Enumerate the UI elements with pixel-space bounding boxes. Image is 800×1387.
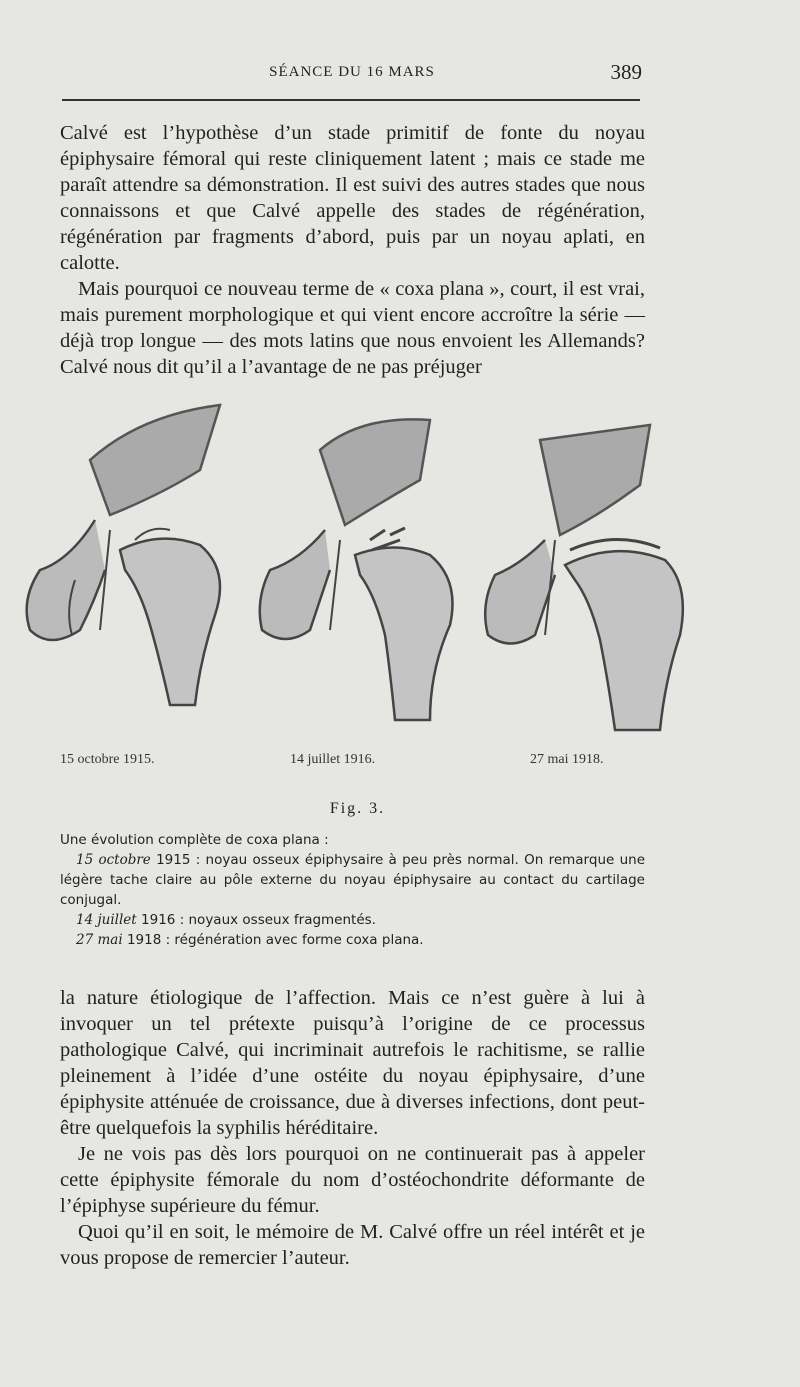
paragraph: la nature étiologique de l’affection. Mais ce n’est guère à lui à invoquer un tel prétexte puisqu’à l’origine de ce processus pathologique Calvé, qui incriminait autrefois le rachitisme, se rallie pleinement à l’idée d’une ostéite du noyau épiphysaire, d’une épiphysite atténuée de croissance, due à diverses infections, dont peut-être quelquefois la syphilis héréditaire.: [60, 987, 645, 1139]
header-title: SÉANCE DU 16 MARS: [269, 64, 435, 80]
header-rule: [62, 99, 640, 101]
figure-label-1915: 15 octobre 1915.: [60, 752, 155, 767]
hip-drawing-1915: [27, 405, 220, 705]
running-header: [62, 60, 642, 90]
paragraph: Mais pourquoi ce nouveau terme de « coxa plana », court, il est vrai, mais purement morphologique et qui vient encore accroître la série — déjà trop longue — des mots latins que nous envoient les Allemands? Calvé nous dit qu’il a l’avantage de ne pas préjuger: [60, 278, 645, 378]
figure-label-1916: 14 juillet 1916.: [290, 752, 376, 767]
paragraph: Calvé est l’hypothèse d’un stade primitif de fonte du noyau épiphysaire fémoral qui reste cliniquement latent ; mais ce stade me paraît attendre sa démonstration. Il est suivi des autres stades que nous connaissons et que Calvé appelle des stades de régénération, régénération par fragments d’abord, puis par un noyau aplati, en calotte.: [60, 122, 645, 274]
caption-intro: Une évolution complète de coxa plana :: [60, 832, 329, 848]
paragraph: Je ne vois pas dès lors pourquoi on ne continuerait pas à appeler cette épiphysite fémorale du nom d’ostéochondrite déformante de l’épiphyse supérieure du fémur.: [60, 1143, 645, 1217]
page-number: 389: [610, 60, 642, 84]
figure-number: Fig. 3.: [329, 800, 386, 817]
caption-entry-1915: 15 octobre 1915 : noyau osseux épiphysaire à peu près normal. On remarque une légère tache claire au pôle externe du noyau épiphysaire au contact du cartilage conjugal.: [60, 852, 645, 908]
body-text-top: [60, 120, 645, 380]
hip-radiograph-figure: [0, 390, 800, 760]
figure-caption: [60, 830, 645, 950]
figure-label-1918: 27 mai 1918.: [530, 752, 604, 767]
hip-drawing-1916: [260, 419, 453, 720]
body-text-bottom: [60, 985, 645, 1271]
paragraph: Quoi qu’il en soit, le mémoire de M. Calvé offre un réel intérêt et je vous propose de remercier l’auteur.: [60, 1221, 645, 1269]
hip-drawing-1918: [485, 425, 683, 730]
caption-entry-1916: 14 juillet 1916 : noyaux osseux fragmentés.: [76, 912, 376, 928]
caption-entry-1918: 27 mai 1918 : régénération avec forme coxa plana.: [76, 932, 424, 948]
